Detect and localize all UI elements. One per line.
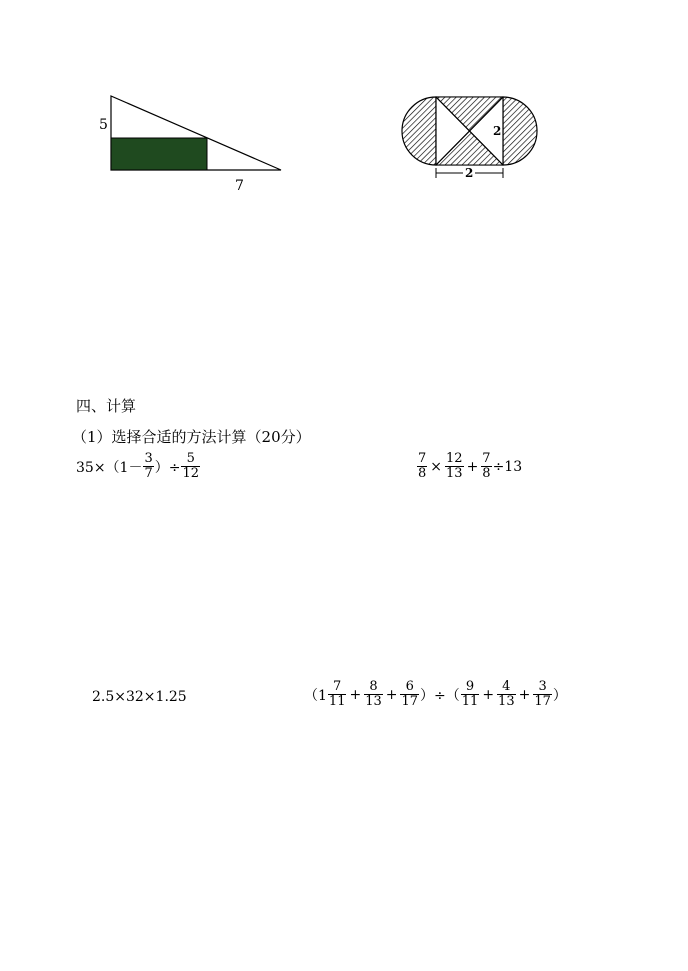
shaded-rectangle <box>111 138 207 170</box>
left-semicircle <box>402 97 436 165</box>
section-subheading: （1）选择合适的方法计算（20分） <box>72 428 311 446</box>
p4-middle: ）÷（ <box>420 687 460 704</box>
p4-open: （1 <box>304 687 327 704</box>
p2-fraction-3: $\frac{7}{8}$ <box>482 451 491 481</box>
p2-fraction-1: $\frac{7}{8}$ <box>418 451 427 481</box>
problem-2 <box>416 452 522 481</box>
p4-plus-4: + <box>518 686 531 703</box>
p4-plus-1: + <box>349 686 362 703</box>
stadium-figure <box>395 90 555 185</box>
p2-times: × <box>430 458 443 475</box>
p1-middle: ）÷ <box>154 459 181 476</box>
p4-fraction-1: $\frac{7}{11}$ <box>328 679 346 709</box>
section-heading: 四、计算 <box>76 397 137 415</box>
triangle-figure <box>95 90 295 200</box>
p4-plus-3: + <box>482 686 495 703</box>
triangle-base-label: 7 <box>235 178 244 194</box>
width-length-label: 2 <box>465 166 474 180</box>
side-length-label: 2 <box>493 124 502 138</box>
problem-3: 2.5×32×1.25 <box>92 689 187 705</box>
problem-1 <box>76 452 201 481</box>
p1-fraction-1: $\frac{3}{7}$ <box>144 451 153 481</box>
p2-fraction-2: $\frac{12}{13}$ <box>446 451 463 481</box>
p4-fraction-4: $\frac{9}{11}$ <box>461 679 479 709</box>
p1-prefix: 35×（1－ <box>76 459 143 476</box>
right-semicircle <box>503 97 537 165</box>
p4-fraction-2: $\frac{8}{13}$ <box>365 679 382 709</box>
p1-fraction-2: $\frac{5}{12}$ <box>182 451 200 481</box>
p4-fraction-3: $\frac{6}{17}$ <box>401 679 419 709</box>
p4-fraction-5: $\frac{4}{13}$ <box>498 679 515 709</box>
triangle-height-label: 5 <box>99 117 108 133</box>
p2-tail: ÷13 <box>492 458 523 475</box>
p4-fraction-6: $\frac{3}{17}$ <box>534 679 551 709</box>
p4-plus-2: + <box>385 686 398 703</box>
problem-4 <box>304 680 567 709</box>
p4-close: ） <box>552 687 567 704</box>
p2-plus: + <box>466 458 479 475</box>
